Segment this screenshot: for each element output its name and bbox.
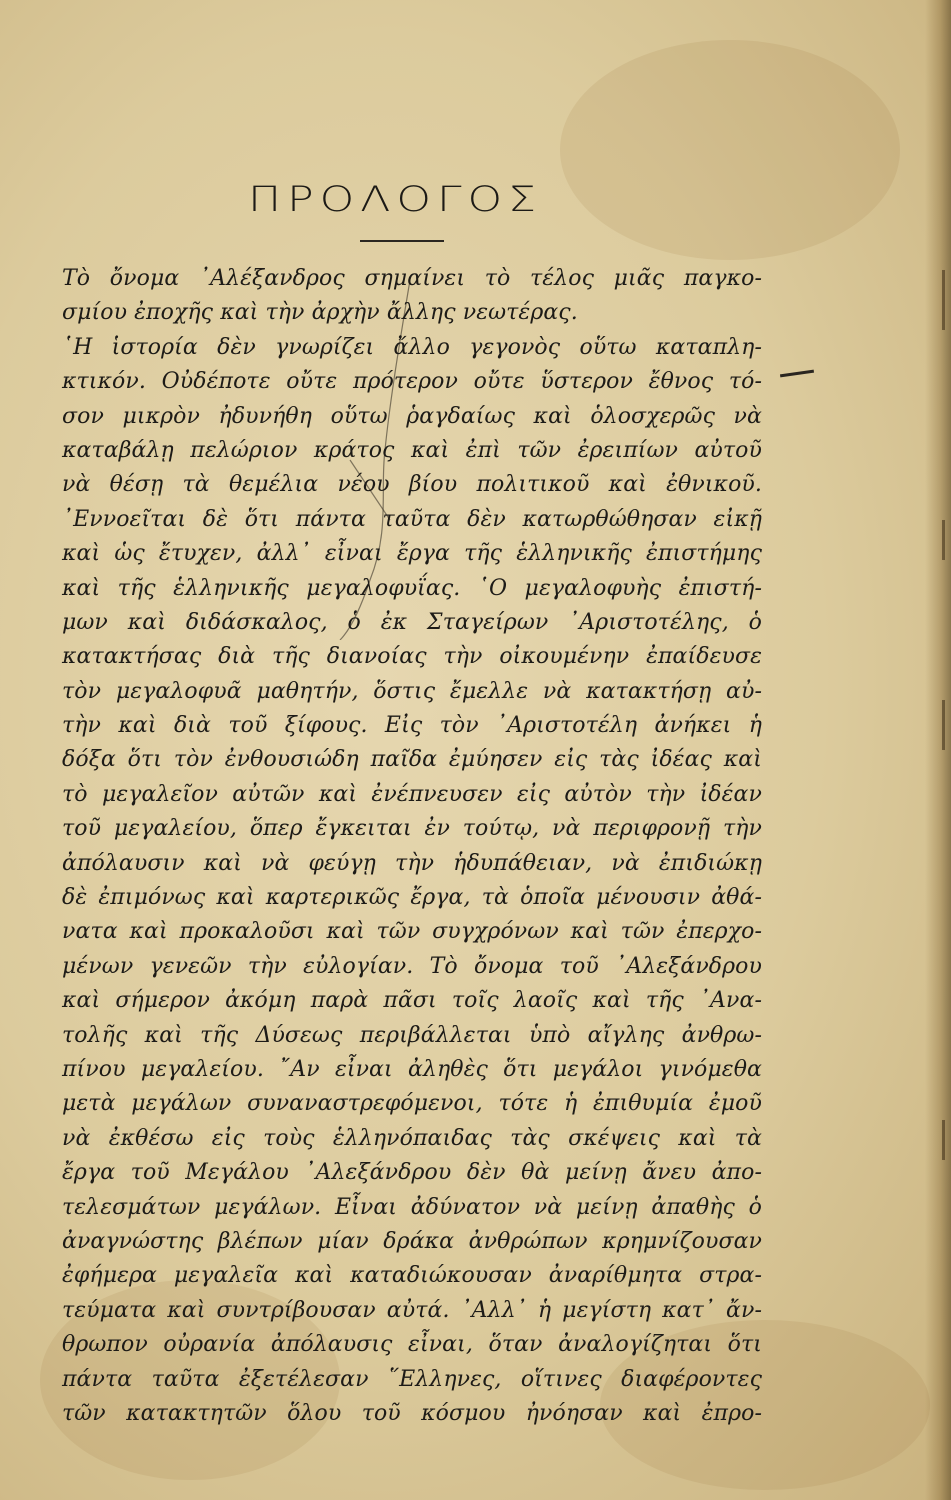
prologue-text [62, 262, 762, 1431]
text-line: τὴν καὶ διὰ τοῦ ξίφους. Εἰς τὸν ᾿Αριστοτέλη ἀνήκει ἡ [62, 713, 762, 739]
text-line: ῾Η ἱστορία δὲν γνωρίζει ἄλλο γεγονὸς οὕτω καταπλη- [62, 334, 762, 360]
text-line: σον μικρὸν ἠδυνήθη οὕτω ῥαγδαίως καὶ ὁλοσχερῶς νὰ [62, 403, 762, 429]
text-line: νὰ θέσῃ τὰ θεμέλια νέου βίου πολιτικοῦ καὶ ἐθνικοῦ. [62, 472, 762, 498]
text-line: μένων γενεῶν τὴν εὐλογίαν. Τὸ ὄνομα τοῦ ᾿Αλεξάνδρου [62, 953, 762, 979]
text-line: μων καὶ διδάσκαλος, ὁ ἐκ Σταγείρων ᾿Αριστοτέλης, ὁ [62, 609, 762, 635]
text-line: κατακτήσας διὰ τῆς διανοίας τὴν οἰκουμένην ἐπαίδευσε [62, 644, 762, 670]
text-line: θρωπον οὐρανία ἀπόλαυσις εἶναι, ὅταν ἀναλογίζηται ὅτι [62, 1332, 762, 1358]
text-line: πίνου μεγαλείου. ῎Αν εἶναι ἀληθὲς ὅτι μεγάλοι γινόμεθα [62, 1056, 762, 1082]
text-line: δόξα ὅτι τὸν ἐνθουσιώδη παῖδα ἐμύησεν εἰς τὰς ἰδέας καὶ [62, 747, 762, 773]
text-line: καὶ τῆς ἑλληνικῆς μεγαλοφυΐας. ῾Ο μεγαλοφυὴς ἐπιστή- [62, 575, 762, 601]
text-line: τεύματα καὶ συντρίβουσαν αὐτά. ᾿Αλλ᾿ ἡ μεγίστη κατ᾿ ἄν- [62, 1297, 762, 1323]
text-line: νατα καὶ προκαλοῦσι καὶ τῶν συγχρόνων καὶ τῶν ἐπερχο- [62, 919, 762, 945]
text-line: ἔργα τοῦ Μεγάλου ᾿Αλεξάνδρου δὲν θὰ μείνῃ ἄνευ ἀπο- [62, 1160, 762, 1186]
text-line: τῶν κατακτητῶν ὅλου τοῦ κόσμου ἠνόησαν καὶ ἐπρο- [62, 1400, 762, 1426]
text-line: ἀναγνώστης βλέπων μίαν δράκα ἀνθρώπων κρημνίζουσαν [62, 1228, 762, 1254]
text-line: καταβάλῃ πελώριον κράτος καὶ ἐπὶ τῶν ἐρειπίων αὐτοῦ [62, 437, 762, 463]
text-line: κτικόν. Οὐδέποτε οὔτε πρότερον οὔτε ὕστερον ἔθνος τό- [62, 369, 762, 395]
text-line: τὸν μεγαλοφυᾶ μαθητήν, ὅστις ἔμελλε νὰ κατακτήσῃ αὐ- [62, 678, 762, 704]
text-line: πάντα ταῦτα ἐξετέλεσαν ῞Ελληνες, οἵτινες διαφέροντες [62, 1366, 762, 1392]
text-line: καὶ ὡς ἔτυχεν, ἀλλ᾿ εἶναι ἔργα τῆς ἑλληνικῆς ἐπιστήμης [62, 541, 762, 567]
heading-rule [360, 240, 444, 242]
text-line: μετὰ μεγάλων συναναστρεφόμενοι, τότε ἡ ἐπιθυμία ἐμοῦ [62, 1091, 762, 1117]
margin-mark [780, 370, 814, 378]
text-line: νὰ ἐκθέσω εἰς τοὺς ἑλληνόπαιδας τὰς σκέψεις καὶ τὰ [62, 1125, 762, 1151]
text-line: Τὸ ὄνομα ᾿Αλέξανδρος σημαίνει τὸ τέλος μιᾶς παγκο- [62, 266, 762, 291]
text-line: δὲ ἐπιμόνως καὶ καρτερικῶς ἔργα, τὰ ὁποῖα μένουσιν ἀθά- [62, 885, 762, 911]
text-line: τελεσμάτων μεγάλων. Εἶναι ἀδύνατον νὰ μείνῃ ἀπαθὴς ὁ [62, 1194, 762, 1220]
text-line: ἀπόλαυσιν καὶ νὰ φεύγῃ τὴν ἡδυπάθειαν, νὰ ἐπιδιώκῃ [62, 850, 762, 876]
paper-stain [560, 40, 900, 260]
text-line: τοῦ μεγαλείου, ὅπερ ἔγκειται ἐν τούτῳ, νὰ περιφρονῇ τὴν [62, 816, 762, 842]
text-line: ἐφήμερα μεγαλεῖα καὶ καταδιώκουσαν ἀναρίθμητα στρα- [62, 1263, 762, 1289]
chapter-heading: ΠΡΟΛΟΓΟΣ [248, 180, 542, 220]
page-edge [925, 0, 951, 1500]
text-line: ᾿Εννοεῖται δὲ ὅτι πάντα ταῦτα δὲν κατωρθώθησαν εἰκῇ [62, 506, 762, 532]
text-line: σμίου ἐποχῆς καὶ τὴν ἀρχὴν ἄλλης νεωτέρας. [62, 300, 578, 326]
text-line: καὶ σήμερον ἀκόμη παρὰ πᾶσι τοῖς λαοῖς καὶ τῆς ᾿Ανα- [62, 988, 762, 1014]
text-line: τὸ μεγαλεῖον αὐτῶν καὶ ἐνέπνευσεν εἰς αὐτὸν τὴν ἰδέαν [62, 781, 762, 807]
text-line: τολῆς καὶ τῆς Δύσεως περιβάλλεται ὑπὸ αἴγλης ἀνθρω- [62, 1022, 762, 1048]
